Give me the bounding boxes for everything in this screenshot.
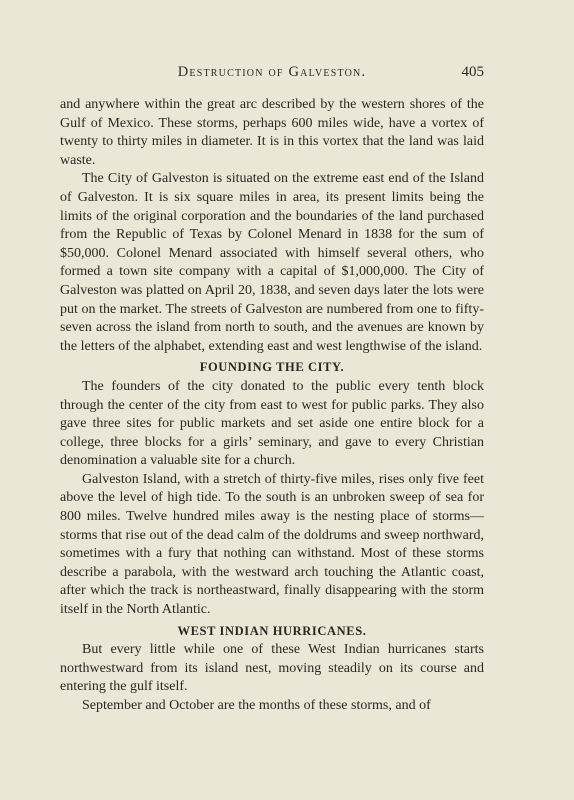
paragraph: But every little while one of these West Indian hurricanes starts northwestward from its island nest, moving steadily on its course and entering the gulf itself. xyxy=(60,642,484,695)
page-number: 405 xyxy=(461,64,484,80)
section-heading: WEST INDIAN HURRICANES. xyxy=(177,623,367,638)
section-heading: FOUNDING THE CITY. xyxy=(199,360,345,375)
page-body xyxy=(60,96,484,716)
paragraph: and anywhere within the great arc described by the western shores of the Gulf of Mexico. These storms, perhaps 600 miles wide, have a vortex of twenty to thirty miles in diameter. It is in this vortex that the land was laid waste. xyxy=(60,97,484,168)
paragraph: The founders of the city donated to the public every tenth block through the center of the city from east to west for public parks. They also gave three sites for public markets and set aside one entire block for a college, three blocks for a girls’ seminary, and gave to every Christian denomination a valuable site for a church. xyxy=(60,378,484,469)
paragraph: September and October are the months of these storms, and of xyxy=(82,698,431,713)
paragraph: The City of Galveston is situated on the extreme east end of the Island of Galveston. It is six square miles in area, its present limits being the limits of the original corporation and the boundaries of the land purchased from the Republic of Texas by Colonel Menard in 1838 for the sum of $50,000. Colonel Menard associated with himself several others, who formed a town site company with a capital of $1,000,000. The City of Galveston was platted on April 20, 1838, and seven days later the lots were put on the market. The streets of Galveston are numbered from one to fifty-seven across the island from north to south, and the avenues are known by the letters of the alphabet, extending east and west lengthwise of the island. xyxy=(60,171,484,354)
running-head: Destruction of Galveston. xyxy=(177,64,367,80)
paragraph: Galveston Island, with a stretch of thirty-five miles, rises only five feet above the level of high tide. To the south is an unbroken sweep of sea for 800 miles. Twelve hundred miles away is the nesting place of storms—storms that rise out of the dead calm of the doldrums and sweep northward, sometimes with a fury that nothing can withstand. Most of these storms describe a parabola, with the westward arch touching the Atlantic coast, after which the track is northeastward, finally disappearing with the storm itself in the North Atlantic. xyxy=(60,471,484,618)
